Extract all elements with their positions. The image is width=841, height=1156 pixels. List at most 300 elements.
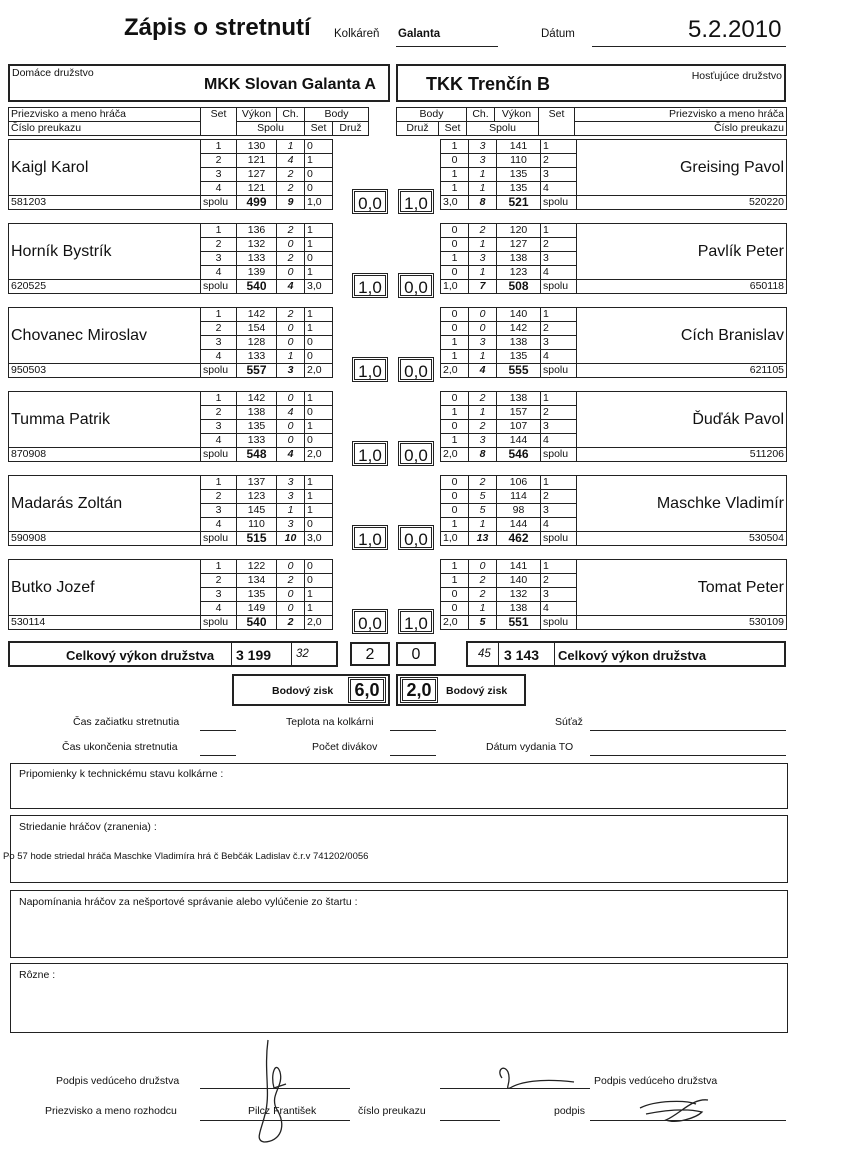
end-time-field[interactable] (200, 755, 236, 756)
away-set-ch: 1 (469, 266, 497, 280)
home-set-score: 133 (237, 350, 277, 364)
away-set-ch: 0 (469, 308, 497, 322)
away-total-ch: 8 (469, 448, 497, 462)
away-total-ch: 7 (469, 280, 497, 294)
away-set-number: 3 (541, 504, 577, 518)
away-set-score: 98 (497, 504, 541, 518)
away-set-score: 135 (497, 182, 541, 196)
home-player-table (8, 391, 391, 462)
home-player-table (8, 223, 391, 294)
away-total-label: spolu (541, 616, 577, 630)
away-total-ch: 5 (469, 616, 497, 630)
away-set-score: 135 (497, 168, 541, 182)
away-set-number: 2 (541, 238, 577, 252)
col-body: Body (305, 108, 369, 122)
home-set-score: 127 (237, 168, 277, 182)
away-set-point: 1 (441, 252, 469, 266)
away-set-ch: 3 (469, 434, 497, 448)
away-set-number: 4 (541, 518, 577, 532)
away-set-ch: 2 (469, 588, 497, 602)
away-player-name: Greising Pavol (577, 140, 787, 196)
col-player: Priezvisko a meno hráča (9, 108, 201, 122)
away-set-number: 2 (541, 574, 577, 588)
spectators-field[interactable] (390, 755, 436, 756)
away-set-ch: 5 (469, 490, 497, 504)
home-total: 540 (237, 616, 277, 630)
home-set-number: 1 (201, 308, 237, 322)
away-set-number: 1 (541, 560, 577, 574)
home-set-point: 0 (305, 336, 333, 350)
home-total-label: spolu (201, 532, 237, 546)
to-date-label: Dátum vydania TO (486, 741, 574, 753)
away-player-name: Ďuďák Pavol (577, 392, 787, 448)
home-license: 870908 (9, 448, 201, 462)
home-set-number: 4 (201, 350, 237, 364)
home-total-ch: 4 (277, 448, 305, 462)
away-set-number: 2 (541, 154, 577, 168)
start-time-label: Čas začiatku stretnutia (73, 716, 180, 728)
away-set-ch: 3 (469, 336, 497, 350)
away-set-point: 0 (441, 238, 469, 252)
away-set-ch: 3 (469, 252, 497, 266)
home-set-point: 0 (305, 140, 333, 154)
temperature-field[interactable] (390, 730, 436, 731)
away-total-label: Celkový výkon družstva (558, 648, 707, 663)
away-set-point: 1 (441, 434, 469, 448)
away-set-ch: 2 (469, 574, 497, 588)
away-player-table (440, 475, 787, 546)
home-set-number: 4 (201, 266, 237, 280)
home-license: 530114 (9, 616, 201, 630)
away-set-number: 4 (541, 182, 577, 196)
home-set-ch: 0 (277, 560, 305, 574)
col-set: Set (201, 108, 237, 136)
away-set-score: 114 (497, 490, 541, 504)
away-total-label: spolu (541, 280, 577, 294)
away-player-table (440, 307, 787, 378)
home-total-label: spolu (201, 196, 237, 210)
temperature-label: Teplota na kolkárni (286, 716, 374, 728)
away-header-table (396, 107, 787, 136)
home-set-point: 0 (305, 560, 333, 574)
home-team-point: 0,0 (352, 609, 388, 634)
home-set-ch: 1 (277, 140, 305, 154)
away-set-ch: 5 (469, 504, 497, 518)
date-value: 5.2.2010 (688, 16, 782, 43)
away-set-number: 1 (541, 140, 577, 154)
away-set-point: 0 (441, 224, 469, 238)
home-set-point: 0 (305, 518, 333, 532)
away-set-number: 4 (541, 266, 577, 280)
away-set-point: 0 (441, 392, 469, 406)
home-points-label: Bodový zisk (272, 685, 334, 697)
away-set-points: 2,0 (441, 364, 469, 378)
away-set-score: 138 (497, 252, 541, 266)
home-player-name: Tumma Patrik (9, 392, 201, 448)
home-set-score: 133 (237, 434, 277, 448)
away-set-score: 141 (497, 560, 541, 574)
referee-sign-label: podpis (554, 1105, 585, 1117)
away-set-number: 2 (541, 490, 577, 504)
col-away-spolu: Spolu (467, 122, 539, 136)
referee-license-field[interactable] (440, 1120, 500, 1121)
away-set-points: 2,0 (441, 616, 469, 630)
away-set-number: 2 (541, 406, 577, 420)
col-ch: Ch. (277, 108, 305, 122)
away-points-label: Bodový zisk (446, 685, 508, 697)
home-set-ch: 0 (277, 336, 305, 350)
home-set-number: 2 (201, 574, 237, 588)
away-total-box (466, 641, 786, 667)
col-spolu: Spolu (237, 122, 305, 136)
col-body-set: Set (305, 122, 333, 136)
away-total-ch: 8 (469, 196, 497, 210)
home-set-points: 2,0 (305, 364, 333, 378)
home-set-number: 3 (201, 588, 237, 602)
home-set-number: 4 (201, 518, 237, 532)
home-header-table (8, 107, 391, 136)
start-time-field[interactable] (200, 730, 236, 731)
away-set-ch: 1 (469, 238, 497, 252)
away-set-number: 1 (541, 476, 577, 490)
away-set-score: 107 (497, 420, 541, 434)
captain-left-label: Podpis vedúceho družstva (56, 1075, 180, 1087)
away-player-name: Cích Branislav (577, 308, 787, 364)
home-set-point: 1 (305, 476, 333, 490)
home-set-point: 0 (305, 350, 333, 364)
competition-field[interactable] (590, 730, 786, 731)
home-license: 950503 (9, 364, 201, 378)
away-set-score: 106 (497, 476, 541, 490)
home-set-ch: 2 (277, 308, 305, 322)
away-total-label: spolu (541, 532, 577, 546)
away-total: 555 (497, 364, 541, 378)
home-set-ch: 0 (277, 588, 305, 602)
away-total: 551 (497, 616, 541, 630)
home-set-point: 0 (305, 574, 333, 588)
away-license: 650118 (577, 280, 787, 294)
home-player-table (8, 139, 391, 210)
col-away-druz: Druž (397, 122, 439, 136)
home-set-ch: 2 (277, 224, 305, 238)
home-license: 590908 (9, 532, 201, 546)
signature-right-drawing (490, 1060, 580, 1100)
home-set-score: 154 (237, 322, 277, 336)
away-player-table (440, 391, 787, 462)
home-set-number: 3 (201, 168, 237, 182)
home-set-score: 142 (237, 308, 277, 322)
col-vykon: Výkon (237, 108, 277, 122)
home-team-point: 0,0 (352, 189, 388, 214)
captain-right-label: Podpis vedúceho družstva (594, 1075, 718, 1087)
home-set-point: 1 (305, 224, 333, 238)
home-total-label: Celkový výkon družstva (66, 648, 215, 663)
away-set-ch: 3 (469, 154, 497, 168)
away-set-point: 0 (441, 602, 469, 616)
col-away-vykon: Výkon (495, 108, 539, 122)
away-set-point: 1 (441, 406, 469, 420)
home-set-point: 1 (305, 392, 333, 406)
home-set-ch: 0 (277, 434, 305, 448)
away-set-point: 0 (441, 504, 469, 518)
away-set-ch: 0 (469, 322, 497, 336)
home-set-number: 2 (201, 238, 237, 252)
away-license: 621105 (577, 364, 787, 378)
home-set-ch: 3 (277, 518, 305, 532)
home-set-point: 0 (305, 182, 333, 196)
away-total-ch: 13 (469, 532, 497, 546)
home-set-score: 149 (237, 602, 277, 616)
away-set-number: 1 (541, 308, 577, 322)
away-set-ch: 1 (469, 518, 497, 532)
home-player-name: Horník Bystrík (9, 224, 201, 280)
away-set-point: 0 (441, 490, 469, 504)
home-set-points: 3,0 (305, 532, 333, 546)
away-team-box (396, 64, 786, 102)
away-total-label: spolu (541, 364, 577, 378)
away-set-ch: 0 (469, 560, 497, 574)
home-total: 540 (237, 280, 277, 294)
away-set-score: 142 (497, 322, 541, 336)
home-set-point: 1 (305, 154, 333, 168)
away-license: 530109 (577, 616, 787, 630)
home-set-score: 130 (237, 140, 277, 154)
home-set-ch: 3 (277, 476, 305, 490)
home-total-ch: 10 (277, 532, 305, 546)
away-set-ch: 1 (469, 350, 497, 364)
home-set-point: 0 (305, 252, 333, 266)
home-total-value: 3 199 (236, 647, 272, 663)
col-body-druz: Druž (333, 122, 369, 136)
home-player-name: Butko Jozef (9, 560, 201, 616)
home-total-ch: 4 (277, 280, 305, 294)
col-away-ch: Ch. (467, 108, 495, 122)
home-total: 515 (237, 532, 277, 546)
away-player-table (440, 139, 787, 210)
away-set-number: 4 (541, 350, 577, 364)
home-player-table (8, 307, 391, 378)
home-total-ch: 3 (277, 364, 305, 378)
home-total-ch: 2 (277, 616, 305, 630)
away-total-ch: 4 (469, 364, 497, 378)
home-set-point: 1 (305, 504, 333, 518)
home-set-score: 121 (237, 182, 277, 196)
home-total: 548 (237, 448, 277, 462)
home-set-point: 1 (305, 238, 333, 252)
home-set-score: 133 (237, 252, 277, 266)
date-label: Dátum (541, 28, 575, 40)
to-date-field[interactable] (590, 755, 786, 756)
away-set-score: 127 (497, 238, 541, 252)
away-set-point: 0 (441, 266, 469, 280)
away-set-point: 1 (441, 518, 469, 532)
misc-box[interactable] (10, 963, 788, 1033)
away-set-point: 1 (441, 574, 469, 588)
home-points-box (232, 674, 390, 706)
home-team-points: 2 (350, 642, 390, 666)
substitutions-text: Po 57 hode striedal hráča Maschke Vladimíra hrá č Bebčák Ladislav č.r.v 741202/0056 (3, 851, 369, 862)
away-license: 530504 (577, 532, 787, 546)
away-total-label: spolu (541, 196, 577, 210)
home-set-score: 138 (237, 406, 277, 420)
home-set-number: 1 (201, 476, 237, 490)
home-total-label: spolu (201, 364, 237, 378)
home-set-points: 3,0 (305, 280, 333, 294)
away-set-score: 123 (497, 266, 541, 280)
home-set-score: 110 (237, 518, 277, 532)
away-total: 546 (497, 448, 541, 462)
home-set-ch: 2 (277, 252, 305, 266)
home-total-label: spolu (201, 448, 237, 462)
home-set-number: 3 (201, 504, 237, 518)
home-set-ch: 4 (277, 154, 305, 168)
home-team-name: MKK Slovan Galanta A (204, 76, 376, 93)
home-total-label: spolu (201, 616, 237, 630)
away-total-label: spolu (541, 448, 577, 462)
away-set-point: 1 (441, 560, 469, 574)
home-set-number: 4 (201, 602, 237, 616)
page-title: Zápis o stretnutí (124, 14, 311, 41)
away-set-number: 3 (541, 252, 577, 266)
home-team-box (8, 64, 390, 102)
spectators-label: Počet divákov (312, 741, 378, 753)
home-set-point: 0 (305, 434, 333, 448)
warnings-box[interactable] (10, 890, 788, 958)
away-team-point: 1,0 (398, 609, 434, 634)
away-team-point: 0,0 (398, 525, 434, 550)
lane-label: Kolkáreň (334, 28, 380, 40)
away-set-points: 1,0 (441, 280, 469, 294)
away-set-number: 1 (541, 392, 577, 406)
col-away-player: Priezvisko a meno hráča (575, 108, 787, 122)
referee-license-label: číslo preukazu (358, 1105, 426, 1117)
away-player-table (440, 223, 787, 294)
home-total-box (8, 641, 338, 667)
away-player-name: Tomat Peter (577, 560, 787, 616)
away-set-ch: 2 (469, 392, 497, 406)
away-set-number: 3 (541, 420, 577, 434)
substitutions-box[interactable] (3, 815, 788, 883)
col-away-license: Číslo preukazu (575, 122, 787, 136)
away-set-point: 1 (441, 350, 469, 364)
home-total-ch: 9 (277, 196, 305, 210)
away-set-score: 138 (497, 336, 541, 350)
home-set-point: 1 (305, 266, 333, 280)
away-set-points: 2,0 (441, 448, 469, 462)
away-set-number: 4 (541, 602, 577, 616)
home-set-score: 122 (237, 560, 277, 574)
home-set-ch: 0 (277, 238, 305, 252)
away-points-box (396, 674, 526, 706)
home-player-name: Kaigl Karol (9, 140, 201, 196)
away-set-number: 4 (541, 434, 577, 448)
away-set-points: 1,0 (441, 532, 469, 546)
signature-left-drawing (240, 1030, 320, 1150)
home-set-number: 1 (201, 392, 237, 406)
away-set-number: 3 (541, 588, 577, 602)
away-set-score: 144 (497, 518, 541, 532)
referee-name: Pilcz František (248, 1105, 317, 1117)
away-set-score: 132 (497, 588, 541, 602)
away-set-point: 1 (441, 168, 469, 182)
home-set-point: 1 (305, 588, 333, 602)
home-set-point: 1 (305, 602, 333, 616)
end-time-label: Čas ukončenia stretnutia (62, 741, 178, 753)
home-set-point: 1 (305, 308, 333, 322)
home-total-label: spolu (201, 280, 237, 294)
away-set-point: 1 (441, 140, 469, 154)
home-set-number: 2 (201, 322, 237, 336)
home-set-point: 1 (305, 322, 333, 336)
misc-label: Rôzne : (19, 969, 56, 981)
home-set-ch: 0 (277, 322, 305, 336)
home-total-ch: 32 (296, 648, 309, 660)
home-set-number: 2 (201, 154, 237, 168)
home-set-points: 2,0 (305, 616, 333, 630)
home-set-score: 134 (237, 574, 277, 588)
away-team-point: 1,0 (398, 189, 434, 214)
away-team-point: 0,0 (398, 441, 434, 466)
home-team-point: 1,0 (352, 357, 388, 382)
home-set-ch: 3 (277, 490, 305, 504)
warnings-label: Napomínania hráčov za nešportové správanie alebo vylúčenie zo štartu : (19, 896, 358, 908)
home-player-name: Chovanec Miroslav (9, 308, 201, 364)
home-set-score: 139 (237, 266, 277, 280)
home-set-number: 1 (201, 560, 237, 574)
home-set-number: 3 (201, 336, 237, 350)
competition-label: Súťaž (555, 716, 583, 728)
col-away-set: Set (539, 108, 575, 136)
home-set-point: 0 (305, 168, 333, 182)
home-team-point: 1,0 (352, 441, 388, 466)
away-total: 508 (497, 280, 541, 294)
home-set-ch: 0 (277, 602, 305, 616)
home-license: 620525 (9, 280, 201, 294)
away-set-number: 1 (541, 224, 577, 238)
substitutions-label: Striedanie hráčov (zranenia) : (19, 821, 157, 833)
home-set-ch: 4 (277, 406, 305, 420)
home-player-table (8, 475, 391, 546)
away-set-point: 0 (441, 420, 469, 434)
home-total: 557 (237, 364, 277, 378)
away-player-name: Pavlík Peter (577, 224, 787, 280)
away-set-ch: 3 (469, 140, 497, 154)
away-set-score: 135 (497, 350, 541, 364)
home-total: 499 (237, 196, 277, 210)
away-player-name: Maschke Vladimír (577, 476, 787, 532)
away-points-value: 2,0 (400, 677, 438, 703)
away-set-score: 144 (497, 434, 541, 448)
home-set-ch: 0 (277, 420, 305, 434)
away-license: 520220 (577, 196, 787, 210)
tech-remarks-label: Pripomienky k technickému stavu kolkárne : (19, 768, 224, 780)
referee-label: Priezvisko a meno rozhodcu (45, 1105, 177, 1117)
away-set-score: 120 (497, 224, 541, 238)
home-set-number: 1 (201, 140, 237, 154)
away-set-score: 140 (497, 574, 541, 588)
away-set-point: 0 (441, 322, 469, 336)
away-set-score: 140 (497, 308, 541, 322)
home-set-score: 145 (237, 504, 277, 518)
away-team-name: TKK Trenčín B (426, 74, 551, 94)
away-set-ch: 2 (469, 420, 497, 434)
away-set-score: 141 (497, 140, 541, 154)
away-set-score: 157 (497, 406, 541, 420)
away-set-point: 0 (441, 588, 469, 602)
home-set-number: 4 (201, 434, 237, 448)
away-team-point: 0,0 (398, 273, 434, 298)
tech-remarks-box[interactable] (10, 763, 788, 809)
